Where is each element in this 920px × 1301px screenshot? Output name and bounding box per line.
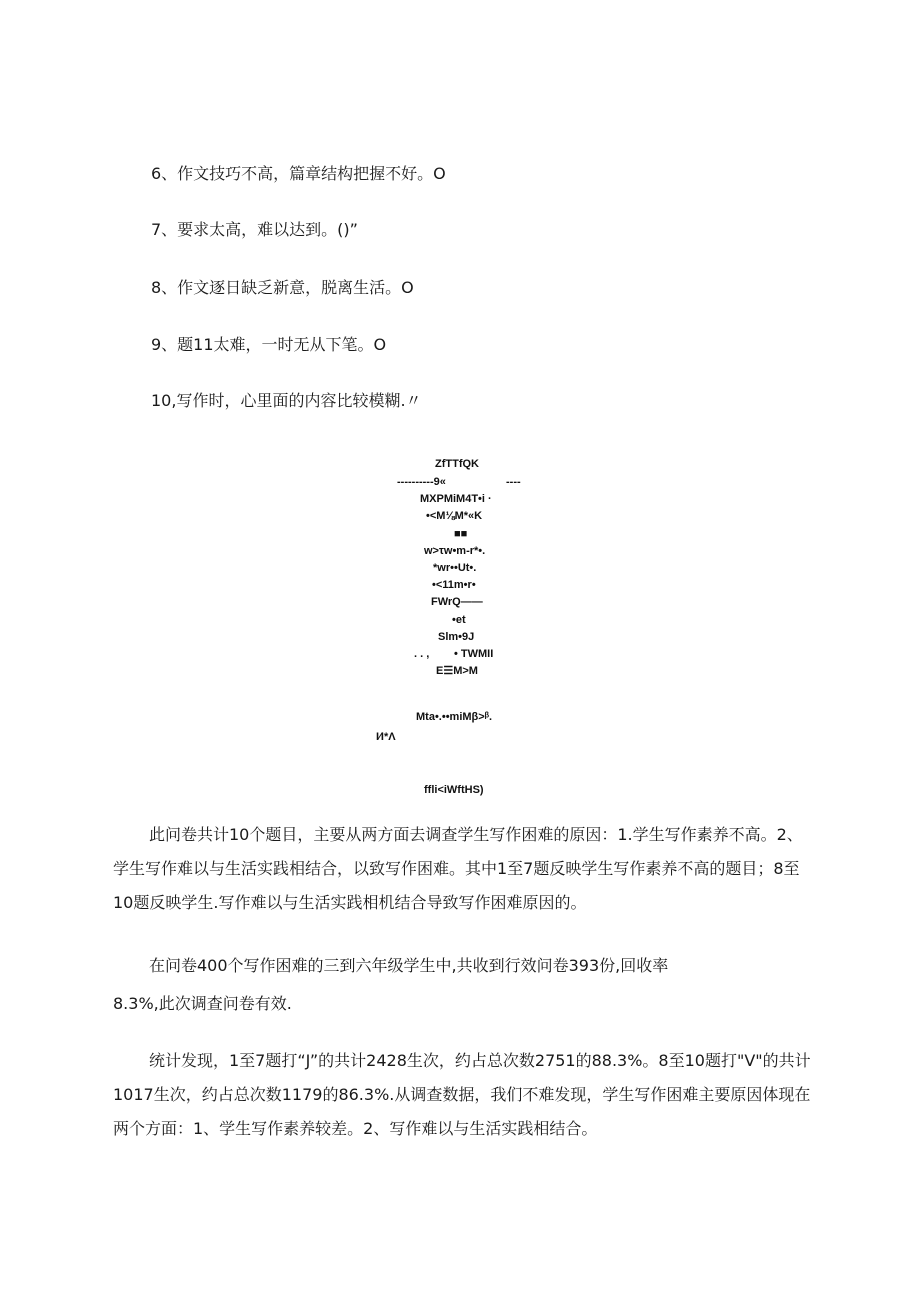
- survey-item-10: 10,写作时，心里面的内容比较模糊.〃: [151, 391, 422, 410]
- figure-line: E☰M>M: [436, 665, 478, 677]
- paragraph-text: 统计发现，1至7题打“J”的共计2428生次，约占总次数2751的88.3%。8至10题打"V"的共计1017生次，约占总次数1179的86.3%.从调查数据，我们不难发现，学生写作困难主要原因体现在两个方面：1、学生写作素养较差。2、写作难以与生活实践相结合。: [113, 1051, 811, 1138]
- survey-item-6: 6、作文技巧不高，篇章结构把握不好。O: [151, 164, 446, 183]
- figure-line: ZfTTfQK: [435, 458, 479, 470]
- paragraph-summary: [113, 818, 813, 920]
- figure-line: ----------9«: [397, 476, 446, 488]
- survey-item-9: 9、题11太难，一时无从下笔。O: [151, 335, 387, 354]
- figure-line: FWrQ——: [431, 596, 483, 608]
- figure-line: I∕I*Λ: [376, 731, 396, 743]
- figure-line: ■■: [454, 528, 468, 540]
- figure-line: •<M⅛M*«K: [426, 510, 483, 522]
- paragraph-response-line1: 在问卷400个写作困难的三到六年级学生中,共收到行效问卷393份,回收率: [149, 956, 669, 975]
- figure-line: •<11m•r•: [432, 579, 476, 591]
- paragraph-text: 此问卷共计10个题目，主要从两方面去调查学生写作困难的原因：1.学生写作素养不高。2、学生写作难以与生活实践相结合，以致写作困难。其中1至7题反映学生写作素养不高的题目；8至10题反映学生.写作难以与生活实践相机结合导致写作困难原因的。: [113, 825, 803, 912]
- figure-line: Mta•.••miMβ>ᵝ.: [416, 711, 493, 723]
- figure-line: ----: [506, 476, 521, 488]
- figure-line: • TWMII: [454, 648, 494, 660]
- figure-line: •et: [452, 614, 466, 626]
- figure-line: . . ,: [414, 648, 430, 660]
- paragraph-response-line2: 8.3%,此次调查问卷有效.: [113, 994, 292, 1013]
- figure-line: w>τw•m-r*•.: [424, 545, 486, 557]
- figure-line: Slm•9J: [438, 631, 475, 643]
- survey-item-8: 8、作文逐日缺乏新意，脱离生活。O: [151, 278, 414, 297]
- survey-item-7: 7、要求太高，难以达到。()”: [151, 220, 358, 239]
- paragraph-statistics: [113, 1044, 813, 1146]
- figure-caption: ffli<iWftHS): [424, 784, 484, 796]
- figure-line: *wr••Ut•.: [433, 562, 477, 574]
- figure-line: MXPMiM4T•i ·: [420, 493, 492, 505]
